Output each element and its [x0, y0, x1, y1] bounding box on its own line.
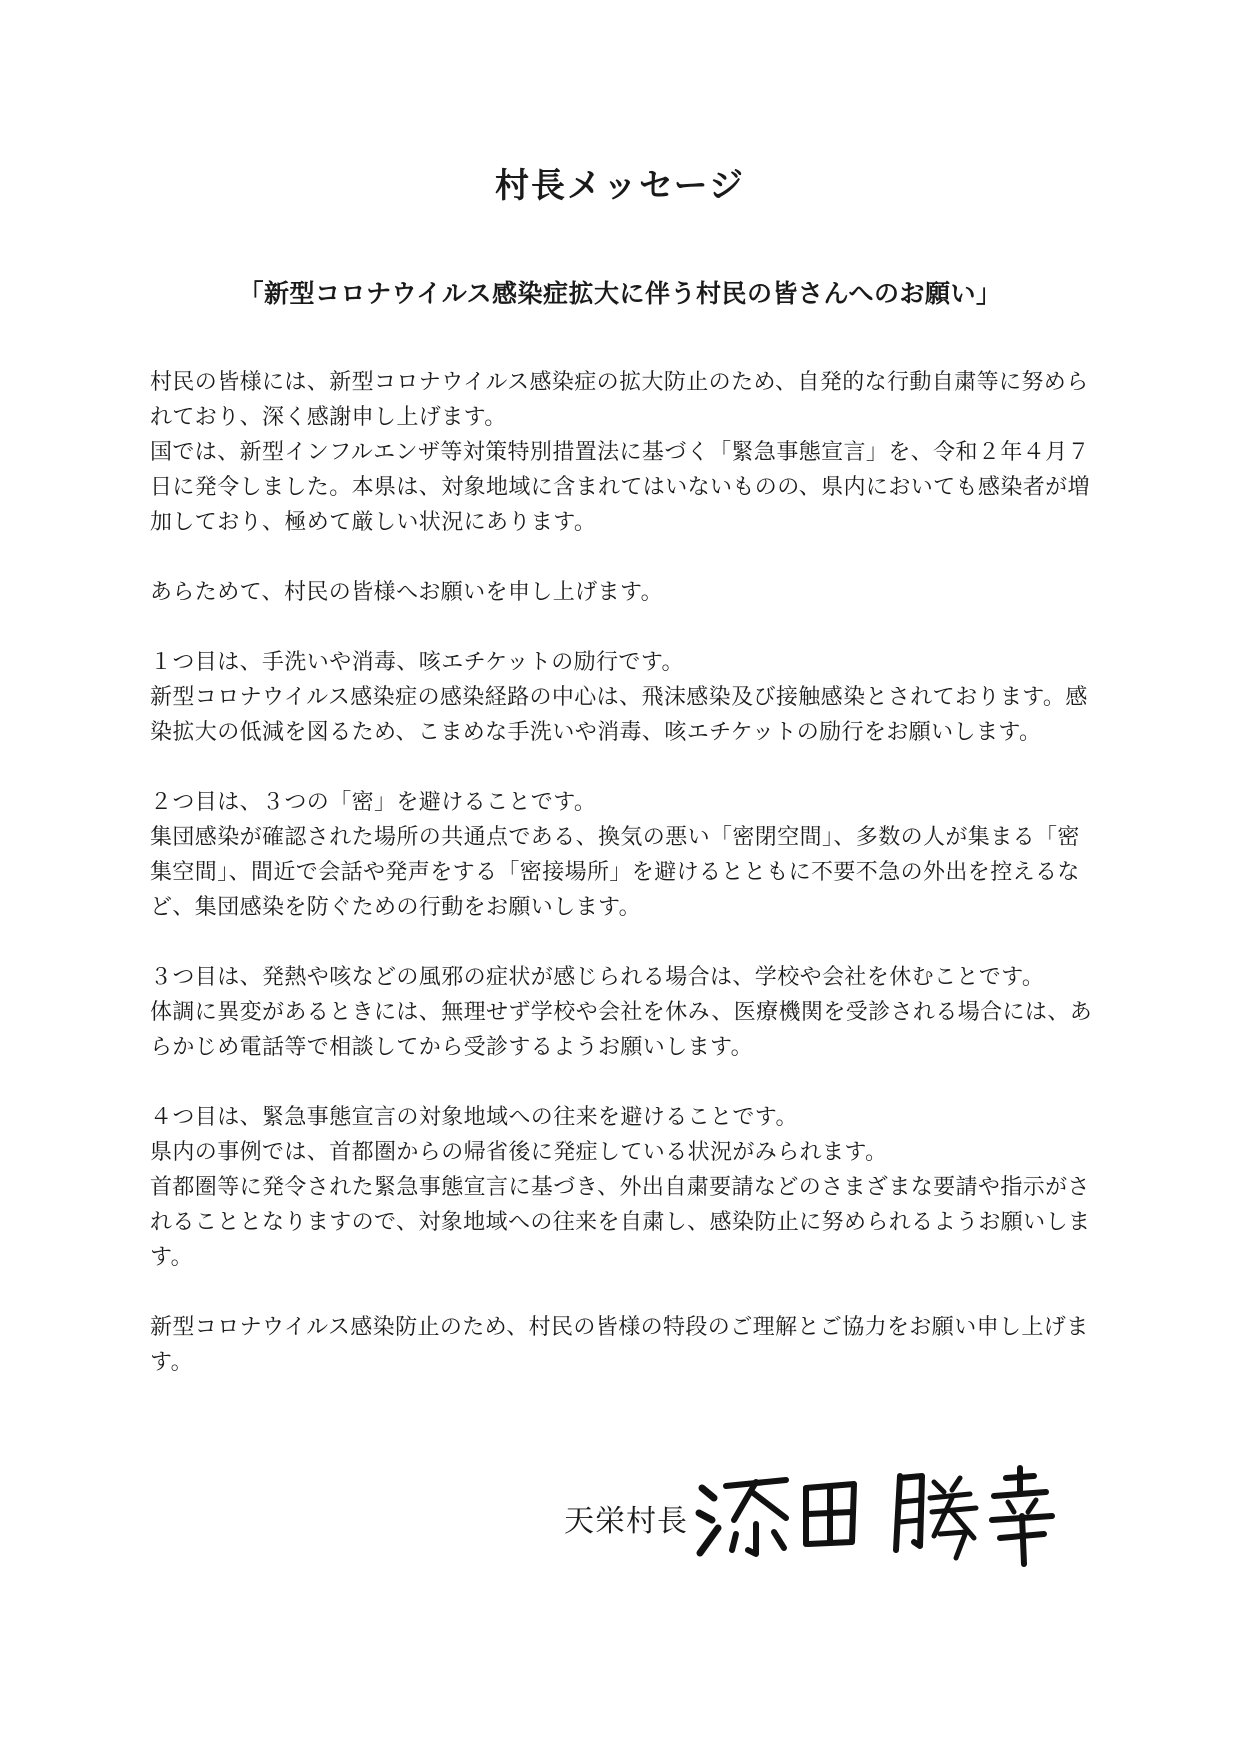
request-3-detail: 体調に異変があるときには、無理せず学校や会社を休み、医療機関を受診される場合には、あらかじめ電話等で相談してから受診するようお願いします。: [150, 1000, 1093, 1060]
signature-title: 天栄村長: [564, 1504, 688, 1539]
page-title: 村長メッセージ: [495, 166, 745, 206]
handwritten-signature: [694, 1458, 1084, 1568]
request-4-detail-2: 首都圏等に発令された緊急事態宣言に基づき、外出自粛要請などのさまざまな要請や指示がされることとなりますので、対象地域への往来を自粛し、感染防止に努められるようお願いします。: [150, 1175, 1091, 1270]
request-2-heading: ２つ目は、３つの「密」を避けることです。: [150, 790, 597, 815]
request-4-detail-1: 県内の事例では、首都圏からの帰省後に発症している状況がみられます。: [150, 1140, 888, 1165]
request-1-detail: 新型コロナウイルス感染症の感染経路の中心は、飛沫感染及び接触感染とされております。感染拡大の低減を図るため、こまめな手洗いや消毒、咳エチケットの励行をお願いします。: [150, 685, 1088, 745]
paragraph-emergency-declaration: 国では、新型インフルエンザ等対策特別措置法に基づく「緊急事態宣言」を、令和２年４月７日に発令しました。本県は、対象地域に含まれてはいないものの、県内においても感染者が増加しており、極めて厳しい状況にあります。: [150, 440, 1090, 535]
message-body: [150, 365, 1100, 1380]
paragraph-request-intro: あらためて、村民の皆様へお願いを申し上げます。: [150, 580, 664, 605]
page-subtitle: 「新型コロナウイルス感染症拡大に伴う村民の皆さんへのお願い」: [238, 279, 1002, 308]
paragraph-gratitude: 村民の皆様には、新型コロナウイルス感染症の拡大防止のため、自発的な行動自粛等に努められており、深く感謝申し上げます。: [150, 370, 1089, 430]
signature-block: [564, 1458, 1084, 1568]
request-1-heading: １つ目は、手洗いや消毒、咳エチケットの励行です。: [150, 650, 684, 675]
request-3-heading: ３つ目は、発熱や咳などの風邪の症状が感じられる場合は、学校や会社を休むことです。: [150, 965, 1045, 990]
paragraph-closing: 新型コロナウイルス感染防止のため、村民の皆様の特段のご理解とご協力をお願い申し上げます。: [150, 1315, 1089, 1375]
request-2-detail: 集団感染が確認された場所の共通点である、換気の悪い「密閉空間」、多数の人が集まる「密集空間」、間近で会話や発声をする「密接場所」を避けるとともに不要不急の外出を控えるなど、集団感染を防ぐための行動をお願いします。: [150, 825, 1080, 920]
request-4-heading: ４つ目は、緊急事態宣言の対象地域への往来を避けることです。: [150, 1105, 798, 1130]
